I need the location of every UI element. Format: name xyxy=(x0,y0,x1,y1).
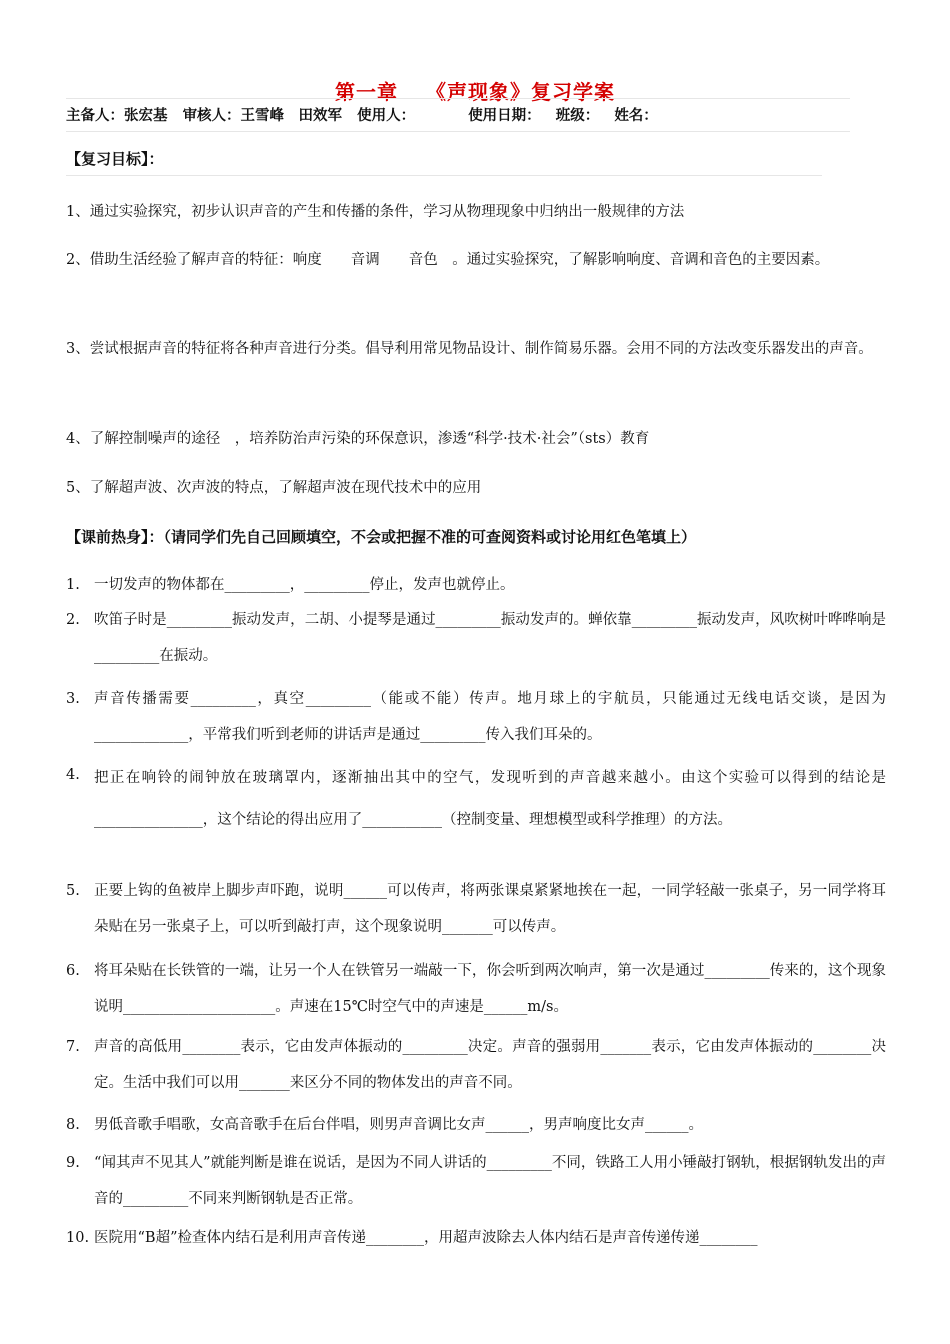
question-text: 将耳朵贴在长铁管的一端，让另一个人在铁管另一端敲一下，你会听到两次响声，第一次是通过_________传来的，这个现象说明_____________________。声速在15℃时空气中的声速是______m/s。 xyxy=(94,963,886,1015)
title-chapter: 第一章 xyxy=(335,80,398,104)
meta-user: 使用人： xyxy=(357,108,416,124)
question-item xyxy=(66,681,886,753)
meta-name: 姓名： xyxy=(614,108,658,124)
question-item xyxy=(66,1145,886,1217)
question-item xyxy=(66,1220,886,1256)
question-number: 6. xyxy=(66,963,80,979)
divider xyxy=(66,98,850,99)
question-item xyxy=(66,1029,886,1101)
title-topic: 《声现象》复习学案 xyxy=(426,80,615,104)
question-text: “闻其声不见其人”就能判断是谁在说话，是因为不同人讲话的_________不同，铁路工人用小锤敲打钢轨，根据钢轨发出的声音的_________不同来判断钢轨是否正常。 xyxy=(94,1155,886,1207)
goal-item: 4、了解控制噪声的途径 ，培养防治声污染的环保意识，渗透“科学·技术·社会”（sts）教育 xyxy=(66,431,650,447)
question-text: 声音传播需要_________，真空_________（能或不能）传声。地月球上的宇航员，只能通过无线电话交谈，是因为_____________，平常我们听到老师的讲话声是通过_________传入我们耳朵的。 xyxy=(94,691,886,743)
goals-heading: 【复习目标】： xyxy=(66,150,164,168)
divider xyxy=(66,131,850,132)
question-number: 1. xyxy=(66,577,80,593)
question-text: 医院用“B超”检查体内结石是利用声音传递________，用超声波除去人体内结石是声音传递传递________ xyxy=(94,1230,758,1246)
question-item xyxy=(66,953,886,1025)
question-number: 9. xyxy=(66,1155,80,1171)
question-number: 7. xyxy=(66,1039,80,1055)
question-item xyxy=(66,602,886,674)
question-number: 10. xyxy=(66,1230,90,1246)
question-number: 5. xyxy=(66,883,80,899)
question-number: 8. xyxy=(66,1117,80,1133)
question-text: 正要上钩的鱼被岸上脚步声吓跑，说明______可以传声，将两张课桌紧紧地挨在一起，一同学轻敲一张桌子，另一同学将耳朵贴在另一张桌子上，可以听到敲打声，这个现象说明_______可以传声。 xyxy=(94,883,886,935)
meta-class: 班级： xyxy=(555,108,600,124)
goal-item: 3、尝试根据声音的特征将各种声音进行分类。倡导利用常见物品设计、制作简易乐器。会用不同的方法改变乐器发出的声音。 xyxy=(66,341,873,357)
question-text: 男低音歌手唱歌，女高音歌手在后台伴唱，则男声音调比女声______，男声响度比女声______。 xyxy=(94,1117,703,1133)
meta-date: 使用日期： xyxy=(468,108,541,124)
goal-item: 2、借助生活经验了解声音的特征：响度 音调 音色 。通过实验探究，了解影响响度、音调和音色的主要因素。 xyxy=(66,252,830,268)
goal-item: 5、了解超声波、次声波的特点，了解超声波在现代技术中的应用 xyxy=(66,480,482,496)
divider xyxy=(66,175,822,176)
question-number: 4. xyxy=(66,767,80,783)
page-title xyxy=(0,76,950,105)
question-item xyxy=(66,873,886,945)
question-number: 3. xyxy=(66,691,80,707)
question-text: 吹笛子时是_________振动发声，二胡、小提琴是通过_________振动发声的。蝉依靠_________振动发声，风吹树叶哗哗响是_________在振动。 xyxy=(94,612,886,664)
question-text: 把正在响铃的闹钟放在玻璃罩内，逐渐抽出其中的空气，发现听到的声音越来越小。由这个实验可以得到的结论是_______________，这个结论的得出应用了___________（控制变量、理想模型或科学推理）的方法。 xyxy=(94,770,886,828)
question-text: 声音的高低用________表示，它由发声体振动的_________决定。声音的强弱用_______表示，它由发声体振动的________决定。生活中我们可以用_______来区分不同的物体发出的声音不同。 xyxy=(94,1039,886,1091)
question-item xyxy=(66,1107,886,1143)
question-text: 一切发声的物体都在_________，_________停止，发声也就停止。 xyxy=(94,577,515,593)
goal-item: 1、通过实验探究，初步认识声音的产生和传播的条件，学习从物理现象中归纳出一般规律的方法 xyxy=(66,204,685,220)
meta-reviewer: 审核人：王雪峰 田效军 xyxy=(182,108,343,124)
question-item xyxy=(66,757,886,841)
question-number: 2. xyxy=(66,612,80,628)
question-item xyxy=(66,567,886,603)
header-meta-line xyxy=(66,104,856,125)
warmup-heading: 【课前热身】：（请同学们先自己回顾填空，不会或把握不准的可查阅资料或讨论用红色笔填上） xyxy=(66,528,697,546)
meta-preparer: 主备人：张宏基 xyxy=(66,108,168,124)
